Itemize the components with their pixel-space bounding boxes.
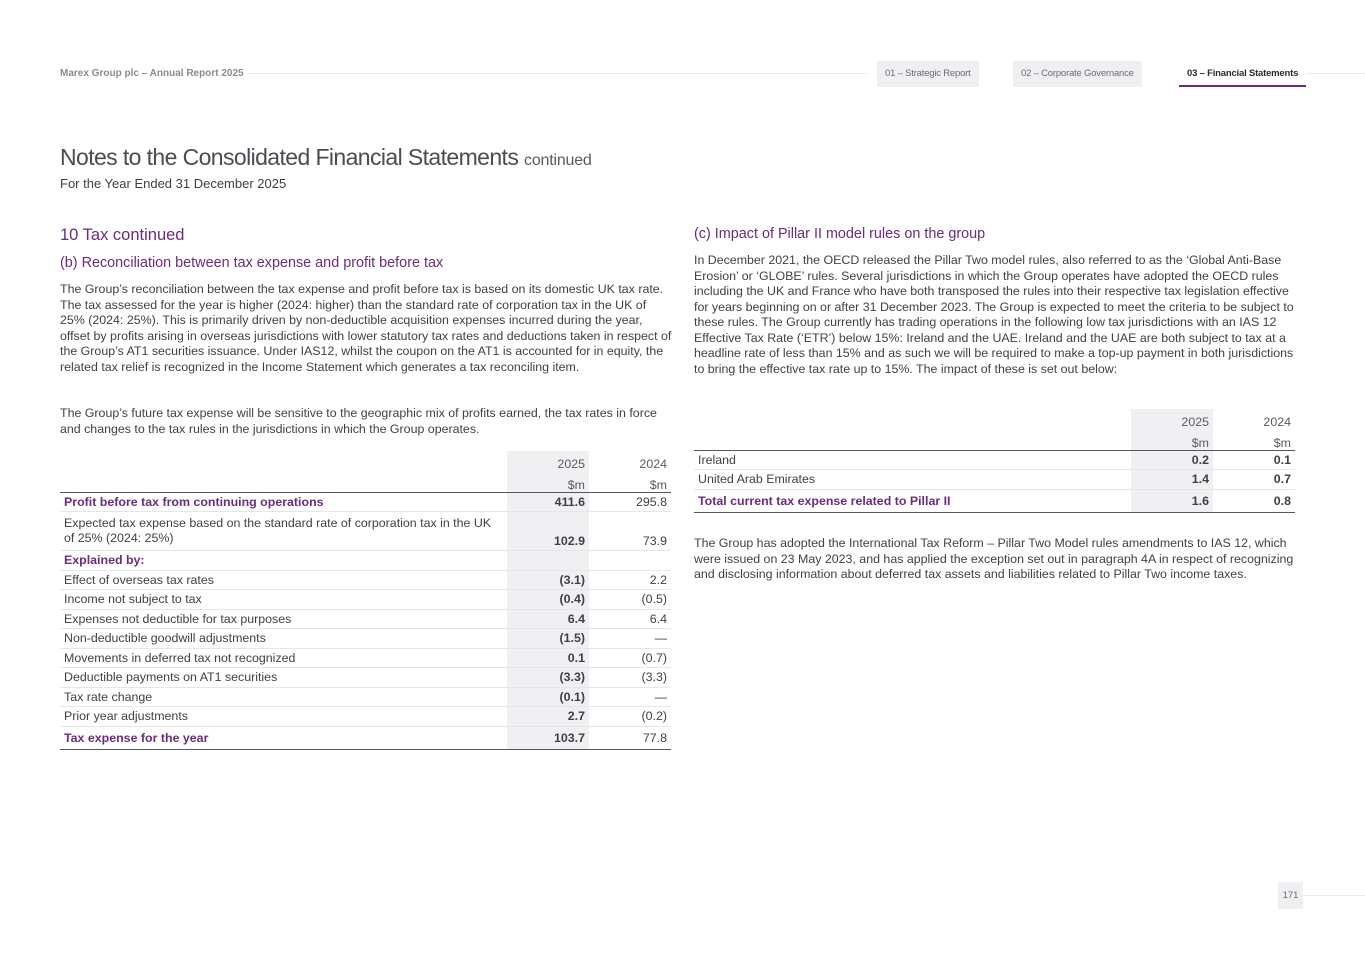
table-row	[60, 590, 671, 610]
table-row	[60, 570, 671, 590]
row-label: Non-deductible goodwill adjustments	[60, 629, 507, 649]
row-value-2024: (0.7)	[589, 648, 671, 668]
table-row	[60, 609, 671, 629]
table-row	[694, 470, 1295, 490]
table-header-row	[60, 451, 671, 471]
page-title-suffix: continued	[524, 152, 592, 169]
table-row	[60, 668, 671, 688]
pillar-two-paragraph: In December 2021, the OECD released the Pillar Two model rules, also referred to as the ‘Global Anti-Base Erosion’ or ‘GLOBE’ rules. Several jurisdictions in which the Group operates have adopted the OECD rules including the UK and France who have both transposed the rules into their respective tax legislation effective for years beginning on or after 31 December 2023. The Group is expected to meet the criteria to be subject to these rules. The Group currently has trading operations in the following low tax jurisdictions with an IAS 12 Effective Tax Rate (‘ETR’) below 15%: Ireland and the UAE. Ireland and the UAE are both subject to tax at a headline rate of less than 15% and as such we will be required to make a top-up payment in both jurisdictions to bring the effective tax rate up to 15%. The impact of these is set out below:	[694, 253, 1294, 376]
table-total-row	[60, 726, 671, 749]
row-value-2024: (3.3)	[589, 668, 671, 688]
row-value-2024: (0.5)	[589, 590, 671, 610]
row-value-2025: (0.1)	[507, 687, 589, 707]
tab-financial-statements[interactable]: 03 – Financial Statements	[1179, 61, 1306, 87]
row-label: Expenses not deductible for tax purposes	[60, 609, 507, 629]
reconciliation-paragraph: The Group’s reconciliation between the tax expense and profit before tax is based on its domestic UK tax rate. The tax assessed for the year is higher (2024: higher) than the standard rate of corporation tax in the UK of 25% (2024: 25%). This is primarily driven by non-deductible acquisition expenses incurred during the year, offset by profits arising in overseas jurisdictions with lower statutory tax rates and deductions taken in respect of the Group’s AT1 securities issuance. Under IAS12, whilst the coupon on the AT1 is accounted for in equity, the related tax relief is recognized in the Income Statement which generates a tax reconciling item.	[60, 282, 672, 374]
table-row	[60, 512, 671, 551]
header-spacer	[694, 409, 1131, 429]
row-label: Ireland	[694, 450, 1131, 470]
footer-divider	[1303, 895, 1365, 896]
col-year-2024: 2024	[1263, 415, 1291, 429]
row-value-2025: 0.2	[1131, 450, 1213, 470]
table-row	[60, 629, 671, 649]
row-label: Movements in deferred tax not recognized	[60, 648, 507, 668]
row-value-2025: 0.1	[507, 648, 589, 668]
row-value-2025: 102.9	[507, 512, 589, 551]
table-header-row	[694, 409, 1295, 429]
row-value-2024	[589, 551, 671, 571]
total-label: Total current tax expense related to Pillar II	[694, 489, 1131, 512]
page-subtitle: For the Year Ended 31 December 2025	[60, 176, 287, 191]
col-year-2025: 2025	[1131, 409, 1213, 429]
col-year-2024: 2024	[639, 457, 667, 471]
row-value-2025: (3.1)	[507, 570, 589, 590]
table-row	[60, 551, 671, 571]
section-title-text: 10 Tax	[60, 226, 109, 244]
row-value-2025: 6.4	[507, 609, 589, 629]
row-value-2025: 1.4	[1131, 470, 1213, 490]
report-title: Marex Group plc – Annual Report 2025	[60, 68, 244, 79]
table-row	[60, 687, 671, 707]
row-value-2024: 2.2	[589, 570, 671, 590]
row-value-2025: 2.7	[507, 707, 589, 727]
col-unit-2025: $m	[507, 471, 589, 492]
table-header-row	[60, 471, 671, 492]
total-value-2025: 1.6	[1131, 489, 1213, 512]
future-tax-paragraph: The Group’s future tax expense will be sensitive to the geographic mix of profits earned, the tax rates in force and changes to the tax rules in the jurisdictions in which the Group operates.	[60, 406, 657, 436]
row-value-2025	[507, 551, 589, 571]
table-row	[694, 450, 1295, 470]
row-value-2024: —	[589, 629, 671, 649]
table-total-row	[694, 489, 1295, 512]
col-year-2025: 2025	[507, 451, 589, 471]
page-title-text: Notes to the Consolidated Financial Statements	[60, 144, 519, 170]
pillar-two-adoption-paragraph: The Group has adopted the International Tax Reform – Pillar Two Model rules amendments to IAS 12, which were issued on 23 May 2023, and has applied the exception set out in paragraph 4A in respect of recognizing and disclosing information about deferred tax assets and liabilities related to Pillar Two income taxes.	[694, 536, 1294, 581]
header-spacer	[694, 429, 1131, 450]
col-unit-2025: $m	[1131, 429, 1213, 450]
header-divider	[248, 73, 868, 74]
row-label: United Arab Emirates	[694, 470, 1131, 490]
table-row	[60, 492, 671, 512]
row-value-2024: (0.2)	[589, 707, 671, 727]
row-value-2024: 295.8	[589, 492, 671, 512]
col-unit-2024: $m	[1213, 429, 1295, 450]
pillar-two-heading: (c) Impact of Pillar II model rules on the group	[694, 226, 986, 242]
reconciliation-heading: (b) Reconciliation between tax expense and profit before tax	[60, 255, 444, 271]
header-divider	[1304, 73, 1365, 74]
section-title-suffix: continued	[112, 226, 185, 244]
row-value-2025: 411.6	[507, 492, 589, 512]
pillar-two-table	[694, 409, 1295, 513]
row-value-2024: 6.4	[589, 609, 671, 629]
row-label: Profit before tax from continuing operations	[60, 492, 507, 512]
tab-strategic-report[interactable]: 01 – Strategic Report	[877, 61, 979, 87]
row-label: Explained by:	[60, 551, 507, 571]
row-value-2024: 73.9	[589, 512, 671, 551]
total-value-2024: 0.8	[1213, 489, 1295, 512]
table-row	[60, 707, 671, 727]
header-spacer	[60, 451, 507, 471]
section-title	[60, 226, 184, 245]
row-label: Tax rate change	[60, 687, 507, 707]
total-label: Tax expense for the year	[60, 726, 507, 749]
col-unit-2024: $m	[589, 471, 671, 492]
row-value-2024: 0.1	[1213, 450, 1295, 470]
row-value-2024: —	[589, 687, 671, 707]
row-value-2024: 0.7	[1213, 470, 1295, 490]
row-label: Prior year adjustments	[60, 707, 507, 727]
row-value-2025: (0.4)	[507, 590, 589, 610]
row-label: Effect of overseas tax rates	[60, 570, 507, 590]
total-value-2024: 77.8	[589, 726, 671, 749]
page-title	[60, 144, 592, 171]
table-row	[60, 648, 671, 668]
header-spacer	[60, 471, 507, 492]
table-header-row	[694, 429, 1295, 450]
row-value-2025: (3.3)	[507, 668, 589, 688]
tab-corporate-governance[interactable]: 02 – Corporate Governance	[1013, 61, 1142, 87]
page-number: 171	[1278, 882, 1303, 909]
row-label: Expected tax expense based on the standard rate of corporation tax in the UK of 25% (2024: 25%)	[60, 512, 507, 551]
reconciliation-table	[60, 451, 671, 750]
total-value-2025: 103.7	[507, 726, 589, 749]
row-value-2025: (1.5)	[507, 629, 589, 649]
row-label: Deductible payments on AT1 securities	[60, 668, 507, 688]
row-label: Income not subject to tax	[60, 590, 507, 610]
